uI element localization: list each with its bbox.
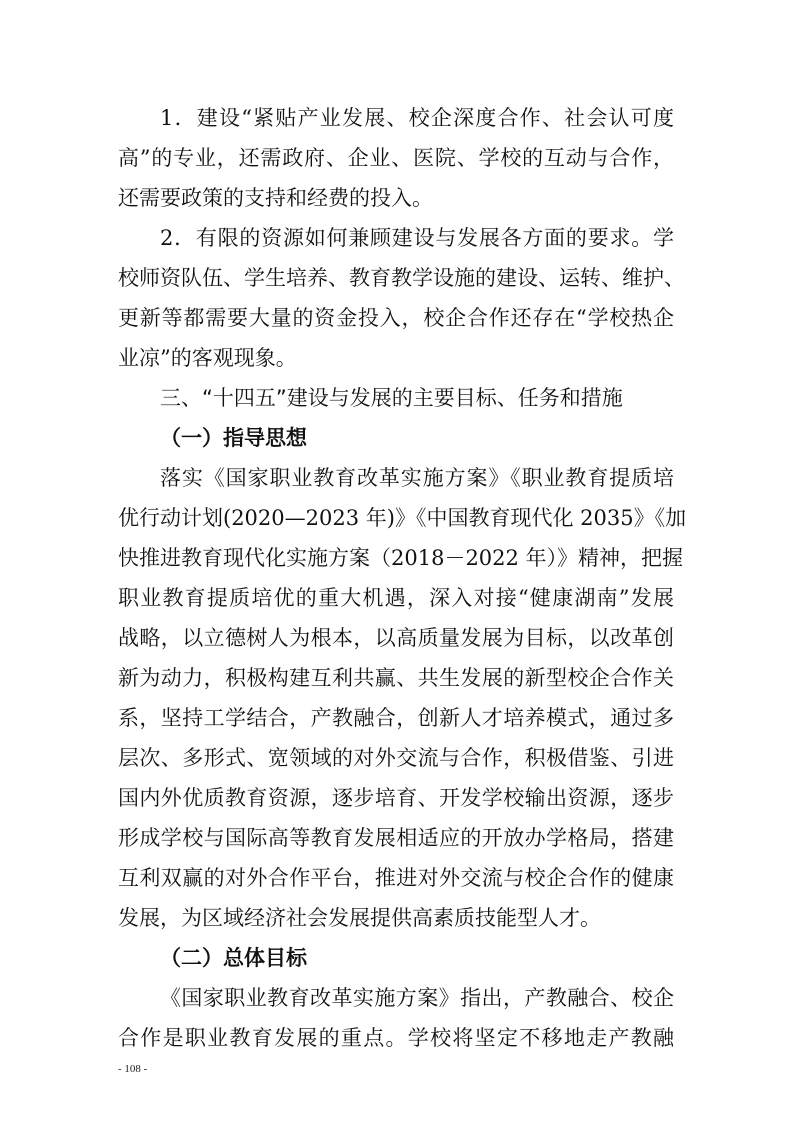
paragraph-3-line-9: 国内外优质教育资源，逐步培育、开发学校输出资源，逐步 xyxy=(118,786,674,810)
paragraph-3-line-4: 职业教育提质培优的重大机遇，深入对接“健康湖南”发展 xyxy=(118,586,674,610)
paragraph-3-line-3: 快推进教育现代化实施方案（2018－2022 年）》精神，把握 xyxy=(118,546,684,570)
paragraph-3-line-10: 形成学校与国际高等教育发展相适应的开放办学格局，搭建 xyxy=(118,826,674,850)
subsection-heading-1: （一）指导思想 xyxy=(160,426,307,450)
paragraph-3-line-8: 层次、多形式、宽领域的对外交流与合作，积极借鉴、引进 xyxy=(118,746,674,770)
paragraph-4-line-2: 合作是职业教育发展的重点。学校将坚定不移地走产教融 xyxy=(118,1026,674,1050)
page-number: - 108 - xyxy=(118,1063,148,1075)
paragraph-3-line-6: 新为动力，积极构建互利共赢、共生发展的新型校企合作关 xyxy=(118,666,674,690)
paragraph-3-line-5: 战略，以立德树人为根本，以高质量发展为目标，以改革创 xyxy=(118,626,674,650)
paragraph-1-line-1: 1．建设“紧贴产业发展、校企深度合作、社会认可度 xyxy=(160,106,674,130)
section-heading: 三、“十四五”建设与发展的主要目标、任务和措施 xyxy=(160,386,623,410)
paragraph-2-line-2: 校师资队伍、学生培养、教育教学设施的建设、运转、维护、 xyxy=(118,266,685,290)
paragraph-2-line-1: 2．有限的资源如何兼顾建设与发展各方面的要求。学 xyxy=(160,226,674,250)
paragraph-1-line-3: 还需要政策的支持和经费的投入。 xyxy=(118,186,433,210)
paragraph-1-line-2: 高”的专业，还需政府、企业、医院、学校的互动与合作， xyxy=(118,146,674,170)
paragraph-3-line-11: 互利双赢的对外合作平台，推进对外交流与校企合作的健康 xyxy=(118,866,674,890)
subsection-heading-2: （二）总体目标 xyxy=(160,946,307,970)
paragraph-3-line-12: 发展，为区域经济社会发展提供高素质技能型人才。 xyxy=(118,906,601,930)
paragraph-4-line-1: 《国家职业教育改革实施方案》指出，产教融合、校企 xyxy=(160,986,674,1010)
paragraph-3-line-1: 落实《国家职业教育改革实施方案》《职业教育提质培 xyxy=(160,466,674,490)
paragraph-3-line-7: 系，坚持工学结合，产教融合，创新人才培养模式，通过多 xyxy=(118,706,674,730)
paragraph-3-line-2: 优行动计划(2020—2023 年)》《中国教育现代化 2035》《加 xyxy=(118,506,687,530)
paragraph-2-line-4: 业凉”的客观现象。 xyxy=(118,346,297,370)
paragraph-2-line-3: 更新等都需要大量的资金投入，校企合作还存在“学校热企 xyxy=(118,306,674,330)
